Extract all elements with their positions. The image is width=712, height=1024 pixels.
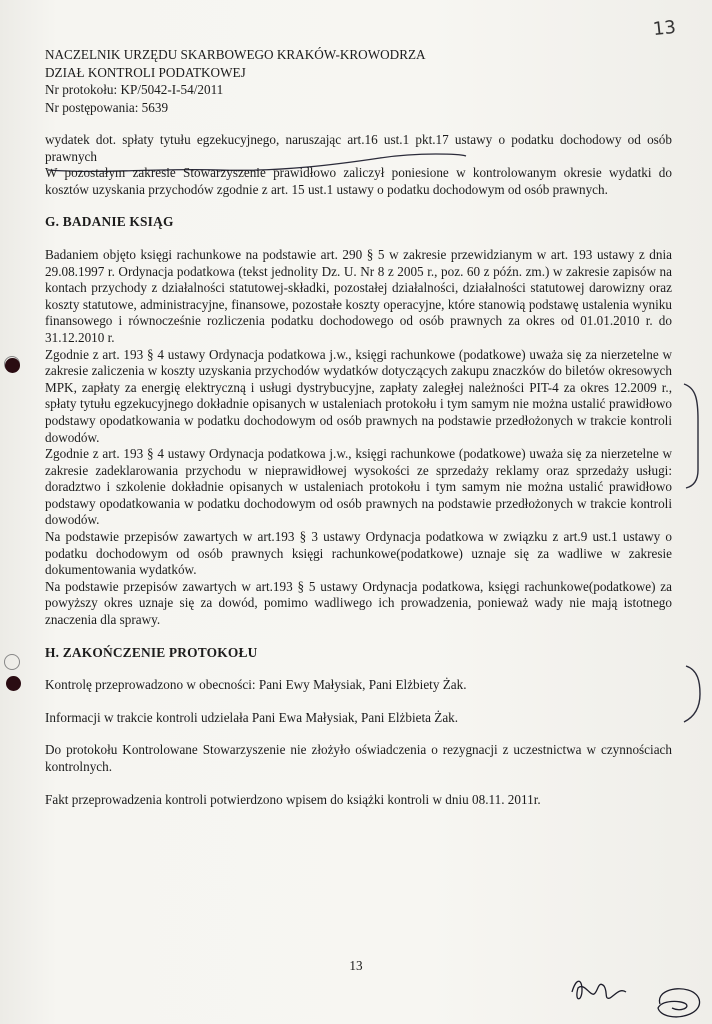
- punch-hole-icon: [5, 358, 20, 373]
- section-g-paragraph-2: Zgodnie z art. 193 § 4 ustawy Ordynacja podatkowa j.w., księgi rachunkowe (podatkowe) uważa się za nierzetelne w zakresie zaliczenia w koszty uzyskania przychodów wydatków dotyczących zakupu znaczków do biletów okresowych MPK, zapłaty za energię elektryczną i usługi dystrybucyjne, zapłaty zaległej należności PIT-4 za okres 12.2009 r., spłaty tytułu egzekucyjnego dokładnie opisanych w ustaleniach protokołu i tym samym nie można ustalić prawidłowo podstawy opodatkowania w podatku dochodowym od osób prawnych na podstawie przedłożonych w trakcie kontroli dowodów.: [45, 346, 672, 445]
- section-g-paragraph-3: Zgodnie z art. 193 § 4 ustawy Ordynacja podatkowa j.w., księgi rachunkowe (podatkowe) uważa się za nierzetelne w zakresie zadeklarowania przychodu w nieprawidłowej wysokości ze sprzedaży reklamy oraz sprzedaży usługi: doradztwo i szkolenie dokładnie opisanych w ustaleniach protokołu i tym samym nie można ustalić prawidłowo podstawy opodatkowania w podatku dochodowym od osób prawnych na podstawie przedłożonych w trakcie kontroli dowodów.: [45, 446, 672, 528]
- section-h-heading: H. ZAKOŃCZENIE PROTOKOŁU: [45, 644, 258, 660]
- page-number: 13: [349, 958, 363, 973]
- section-h-paragraph-4: Fakt przeprowadzenia kontroli potwierdzono wpisem do książki kontroli w dniu 08.11. 2011r.: [45, 791, 541, 807]
- intro-paragraph-2: W pozostałym zakresie Stowarzyszenie prawidłowo zaliczył poniesione w kontrolowanym okresie wydatki do kosztów uzyskania przychodów zgodnie z art. 15 ust.1 ustawy o podatku dochodowym od osób prawnych.: [45, 165, 672, 197]
- section-h-paragraph-2: Informacji w trakcie kontroli udzielała Pani Ewa Małysiak, Pani Elżbieta Żak.: [45, 709, 459, 725]
- section-g-paragraph-4: Na podstawie przepisów zawartych w art.193 § 3 ustawy Ordynacja podatkowa w związku z art.9 ust.1 ustawy o podatku dochodowym od osób prawnych księgi rachunkowe(podatkowe) uznaje się za wadliwe w zakresie dokumentowania wydatków.: [45, 529, 672, 578]
- punch-hole-ring-icon: [4, 654, 20, 670]
- protocol-number: Nr protokołu: KP/5042-I-54/2011: [45, 82, 224, 97]
- signature-icon: [568, 972, 630, 1008]
- document-body: [45, 132, 672, 808]
- handwritten-page-number: 13: [652, 16, 678, 41]
- signature-icon: [650, 982, 706, 1022]
- section-g-heading: G. BADANIE KSIĄG: [45, 214, 174, 230]
- section-h-paragraph-1: Kontrolę przeprowadzono w obecności: Pani Ewy Małysiak, Pani Elżbiety Żak.: [45, 677, 467, 693]
- handwritten-bracket-icon: [680, 662, 708, 726]
- section-g-paragraph-5: Na podstawie przepisów zawartych w art.193 § 5 ustawy Ordynacja podatkowa, księgi rachunkowe(podatkowe) za powyższy okres uznaje się za dowód, pomimo wadliwego ich prowadzenia, ponieważ wady nie mają istotnego znaczenia dla sprawy.: [45, 578, 672, 628]
- section-h-paragraph-3: Do protokołu Kontrolowane Stowarzyszenie nie złożyło oświadczenia o rezygnacji z uczestnictwa w czynnościach kontrolnych.: [45, 742, 672, 774]
- punch-hole-icon: [6, 676, 21, 691]
- document-header: [45, 46, 605, 116]
- office-name: NACZELNIK URZĘDU SKARBOWEGO KRAKÓW-KROWODRZA: [45, 47, 426, 62]
- intro-paragraph-1: wydatek dot. spłaty tytułu egzekucyjnego, naruszając art.16 ust.1 pkt.17 ustawy o podatku dochodowy od osób prawnych: [45, 132, 672, 164]
- department-name: DZIAŁ KONTROLI PODATKOWEJ: [45, 64, 246, 80]
- section-g-paragraph-1: Badaniem objęto księgi rachunkowe na podstawie art. 290 § 5 w zakresie przewidzianym w art. 193 ustawy z dnia 29.08.1997 r. Ordynacja podatkowa (tekst jednolity Dz. U. Nr 8 z 2005 r., poz. 60 z późn. zm.) w zakresie zapisów na kontach przychody z działalności statutowej-składki, pozostałej działalności, działalności statutowej darowizny oraz koszty statutowe, administracyjne, finansowe, pozostałe koszty operacyjne, które stanowią podstawę ustalenia wyniku finansowego i równocześnie rozliczenia podatku dochodowego od osób prawnych za okres od 01.01.2010 r. do 31.12.2010 r.: [45, 246, 672, 345]
- handwritten-bracket-icon: [680, 380, 708, 492]
- proceeding-number: Nr postępowania: 5639: [45, 99, 169, 115]
